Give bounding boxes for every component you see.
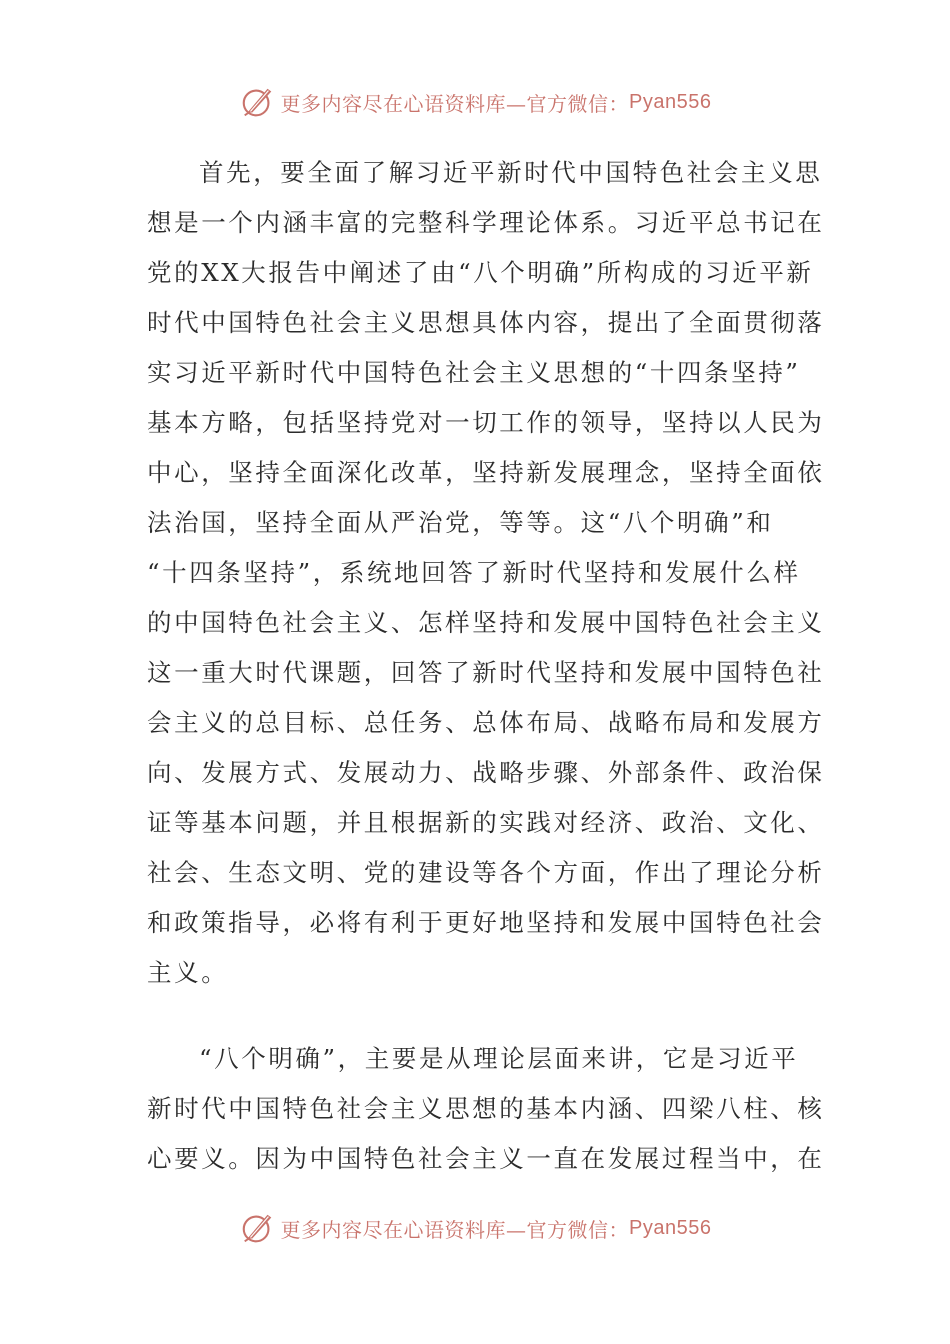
header-watermark — [0, 82, 950, 122]
watermark-wechat-id: Pyan556 — [629, 1216, 712, 1239]
paragraph-2 — [147, 1034, 825, 1184]
text-line: “八个明确”，主要是从理论层面来讲，它是习近平 — [199, 1044, 799, 1073]
quill-pen-circle-icon — [239, 83, 277, 121]
text-line: 证等基本问题，并且根据新的实践对经济、政治、文化、 — [147, 808, 825, 837]
watermark-site-text: 更多内容尽在心语资料库—官方微信： — [280, 1217, 630, 1242]
text-line: 心要义。因为中国特色社会主义一直在发展过程当中，在 — [147, 1144, 825, 1173]
text-line: 中心，坚持全面深化改革，坚持新发展理念，坚持全面依 — [147, 458, 825, 487]
text-line: 向、发展方式、发展动力、战略步骤、外部条件、政治保 — [147, 758, 825, 787]
text-line: 实习近平新时代中国特色社会主义思想的“十四条坚持” — [147, 358, 801, 387]
text-line: “十四条坚持”，系统地回答了新时代坚持和发展什么样 — [147, 558, 801, 587]
text-line: 会主义的总目标、总任务、总体布局、战略布局和发展方 — [147, 708, 825, 737]
text-line: 和政策指导，必将有利于更好地坚持和发展中国特色社会 — [147, 908, 825, 937]
text-line: 法治国，坚持全面从严治党，等等。这“八个明确”和 — [147, 508, 774, 537]
text-line: 的中国特色社会主义、怎样坚持和发展中国特色社会主义 — [147, 608, 825, 637]
watermark-wechat-id: Pyan556 — [629, 90, 712, 113]
quill-pen-circle-icon — [239, 1209, 277, 1247]
paragraph-1 — [147, 148, 825, 998]
text-line: 基本方略，包括坚持党对一切工作的领导，坚持以人民为 — [147, 408, 825, 437]
footer-watermark — [0, 1208, 950, 1248]
text-line: 想是一个内涵丰富的完整科学理论体系。习近平总书记在 — [147, 208, 825, 237]
text-line: 主义。 — [147, 958, 229, 987]
text-line: 首先，要全面了解习近平新时代中国特色社会主义思 — [199, 158, 823, 187]
watermark-site-text: 更多内容尽在心语资料库—官方微信： — [280, 91, 630, 116]
text-line: 时代中国特色社会主义思想具体内容，提出了全面贯彻落 — [147, 308, 825, 337]
text-line: 新时代中国特色社会主义思想的基本内涵、四梁八柱、核 — [147, 1094, 825, 1123]
text-line: 这一重大时代课题，回答了新时代坚持和发展中国特色社 — [147, 658, 825, 687]
paragraph-gap — [147, 998, 807, 1034]
text-line: 党的XX大报告中阐述了由“八个明确”所构成的习近平新 — [147, 258, 814, 287]
text-line: 社会、生态文明、党的建设等各个方面，作出了理论分析 — [147, 858, 825, 887]
document-body — [147, 148, 825, 1184]
